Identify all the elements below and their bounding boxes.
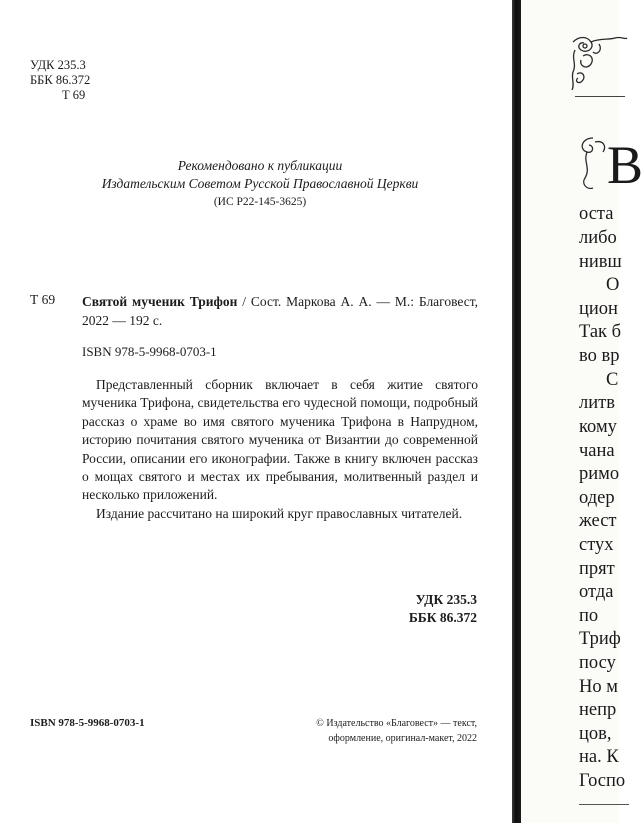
bbk-code: ББК 86.372 (30, 73, 91, 87)
right-page-line: во вр (579, 346, 620, 366)
right-page-line: либо (579, 228, 617, 248)
bibliographic-cutter: Т 69 (30, 292, 56, 307)
book-title: Святой мученик Трифон (82, 294, 238, 309)
right-page-line: С (606, 370, 619, 390)
right-page-line: отда (579, 582, 614, 602)
right-page (521, 0, 643, 823)
right-page-line: непр (579, 700, 617, 720)
right-page-line: чана (579, 441, 615, 461)
bottom-bbk: ББК 86.372 (408, 610, 477, 625)
copyright-line-2: оформление, оригинал-макет, 2022 (328, 733, 477, 744)
udk-code: УДК 235.3 (30, 58, 86, 72)
right-page-line: стух (579, 535, 614, 555)
copyright-notice (255, 716, 477, 746)
right-page-line: прят (579, 559, 615, 579)
bibliographic-record (82, 292, 478, 330)
recommendation-line-1: Рекомендовано к публикации (177, 158, 343, 173)
right-page-line: О (606, 275, 620, 295)
bibliographic-details: / Сост. Маркова А. А. — М.: Благовест, 2022 — 192 с. (82, 294, 479, 328)
annotation (82, 376, 478, 523)
annotation-paragraph-1: Представленный сборник включает в себя житие святого мученика Трифона, свидетельства его чудесной помощи, подробный рассказ о храме во имя святого мученика Трифона в Напрудном, историю почитания святого мученика от Византии до современной России, описании его иконографии. Также в книгу включен рассказ о мощах святого и местах их пребывания, молитвенный раздел и несколько приложений. (82, 377, 478, 503)
right-page-line: кому (579, 417, 617, 437)
right-page-line: литв (579, 393, 615, 413)
right-page-line: Но м (579, 677, 618, 697)
bottom-classification (300, 591, 477, 627)
right-page-line: Госпо (579, 771, 626, 791)
right-page-line: одер (579, 488, 615, 508)
cutter-code: Т 69 (62, 88, 86, 102)
recommendation-block (60, 157, 460, 212)
right-page-line: Так б (579, 322, 622, 342)
recommendation-code: (ИС Р22-145-3625) (213, 196, 307, 208)
recommendation-line-2: Издательским Советом Русской Православной Церкви (101, 175, 419, 191)
right-page-line: цов, (579, 724, 612, 744)
classification-codes (30, 58, 90, 103)
isbn-main: ISBN 978-5-9968-0703-1 (82, 344, 217, 359)
isbn-bottom: ISBN 978-5-9968-0703-1 (30, 717, 145, 729)
drop-cap: В (607, 135, 643, 195)
right-page-line: Триф (579, 629, 621, 649)
right-page-line: римо (579, 464, 620, 484)
right-page-line: нивш (579, 252, 622, 272)
right-page-line: жест (579, 511, 617, 531)
bottom-udk: УДК 235.3 (415, 592, 477, 607)
footnote-rule (579, 804, 629, 805)
book-spine-shadow (512, 0, 521, 823)
right-page-line: оста (579, 204, 614, 224)
ornament-rule (575, 96, 625, 97)
ornament-icon (569, 34, 629, 98)
copyright-line-1: © Издательство «Благовест» — текст, (316, 718, 477, 729)
right-page-line: по (579, 606, 599, 626)
right-page-line: на. К (579, 747, 619, 767)
right-page-line: посу (579, 653, 616, 673)
right-page-line: цион (579, 299, 618, 319)
annotation-paragraph-2: Издание рассчитано на широкий круг православных читателей. (96, 505, 463, 521)
